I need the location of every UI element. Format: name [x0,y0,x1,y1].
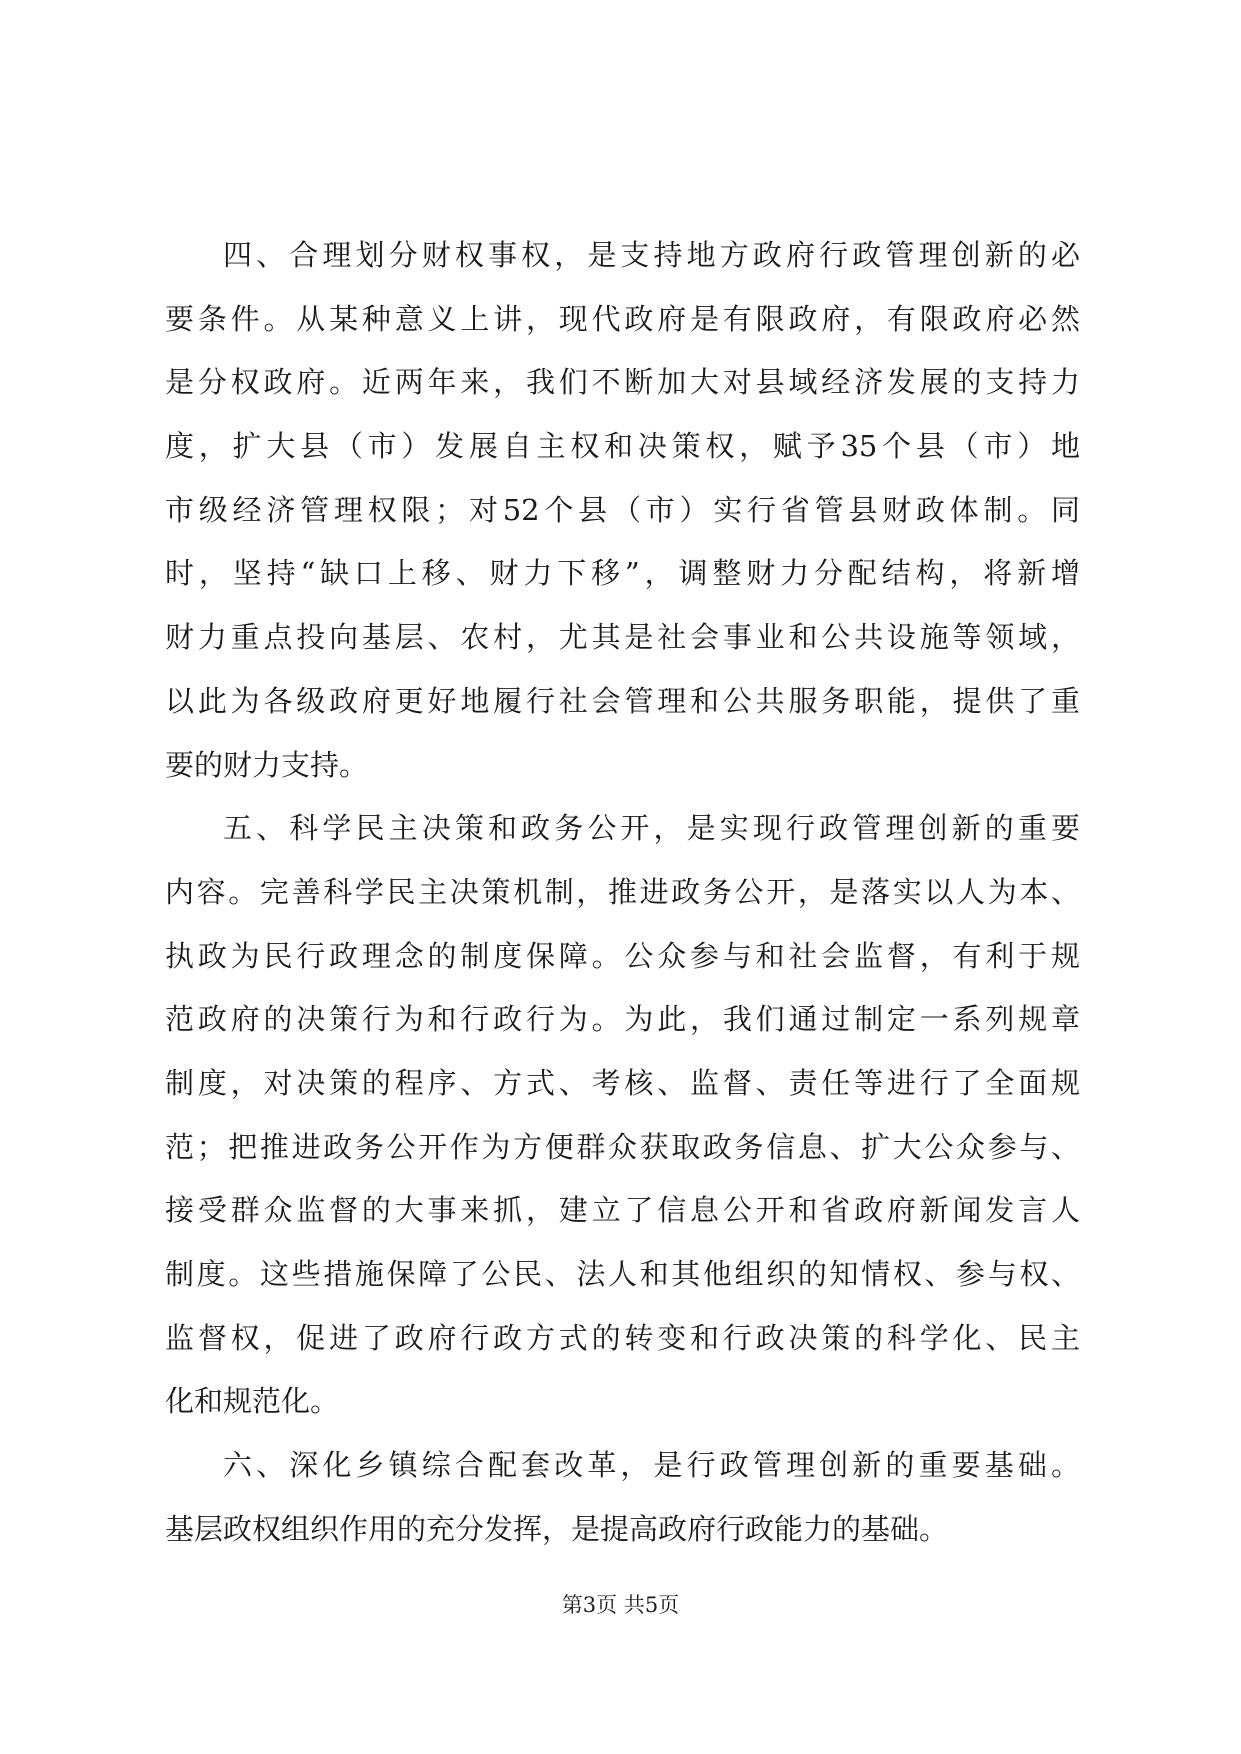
text-line: 时，坚持“缺口上移、财力下移”，调整财力分配结构，将新增 [165,556,1080,591]
text-line: 范政府的决策行为和行政行为。为此，我们通过制定一系列规章 [165,1002,1080,1037]
paragraph-4 [165,224,1080,797]
text-line: 制度。这些措施保障了公民、法人和其他组织的知情权、参与权、 [165,1257,1080,1291]
text-line: 以此为各级政府更好地履行社会管理和公共服务职能，提供了重 [165,683,1080,718]
text-line: 接受群众监督的大事来抓，建立了信息公开和省政府新闻发言人 [165,1193,1080,1228]
text-line: 市级经济管理权限；对52个县（市）实行省管县财政体制。同 [165,492,1080,527]
text-line: 范；把推进政务公开作为方便群众获取政务信息、扩大公众参与、 [165,1129,1080,1164]
text-line: 六、深化乡镇综合配套改革，是行政管理创新的重要基础。 [223,1448,1080,1483]
text-line: 度，扩大县（市）发展自主权和决策权，赋予35个县（市）地 [165,429,1080,464]
text-line: 基层政权组织作用的充分发挥，是提高政府行政能力的基础。 [165,1511,949,1546]
paragraph-5 [165,797,1080,1434]
text-line: 制度，对决策的程序、方式、考核、监督、责任等进行了全面规 [165,1065,1080,1100]
body-text [165,224,1080,1561]
text-line: 化和规范化。 [165,1384,340,1419]
text-line: 是分权政府。近两年来，我们不断加大对县域经济发展的支持力 [165,365,1080,400]
text-line: 财力重点投向基层、农村，尤其是社会事业和公共设施等领域， [165,620,1080,655]
text-line: 内容。完善科学民主决策机制，推进政务公开，是落实以人为本、 [165,874,1080,909]
page-footer [0,1590,1241,1620]
paragraph-6 [165,1434,1080,1561]
page-number-label: 第3页 共5页 [561,1593,680,1617]
text-line: 监督权，促进了政府行政方式的转变和行政决策的科学化、民主 [165,1320,1080,1355]
text-line: 五、科学民主决策和政务公开，是实现行政管理创新的重要 [223,811,1080,846]
text-line: 要的财力支持。 [165,747,369,782]
text-line: 执政为民行政理念的制度保障。公众参与和社会监督，有利于规 [165,938,1080,973]
text-line: 四、合理划分财权事权，是支持地方政府行政管理创新的必 [223,238,1080,272]
text-line: 要条件。从某种意义上讲，现代政府是有限政府，有限政府必然 [165,301,1080,336]
